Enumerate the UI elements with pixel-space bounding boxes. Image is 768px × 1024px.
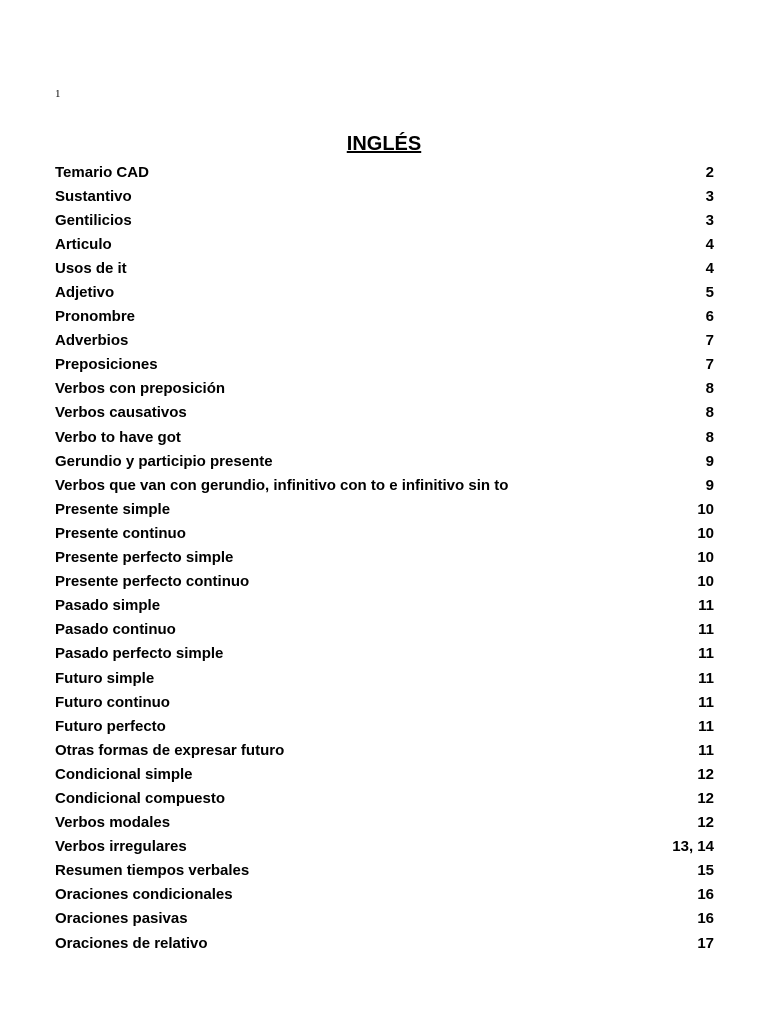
toc-entry (55, 329, 714, 353)
toc-entry-page: 9 (705, 452, 714, 470)
toc-entry-label: Temario CAD (55, 163, 149, 181)
toc-entry-page: 10 (697, 524, 714, 542)
toc-entry-page: 12 (697, 789, 714, 807)
toc-entry (55, 570, 714, 594)
toc-entry (55, 690, 714, 714)
toc-entry-label: Futuro perfecto (55, 717, 166, 735)
toc-entry (55, 425, 714, 449)
toc-entry (55, 835, 714, 859)
toc-entry (55, 594, 714, 618)
toc-entry-page: 11 (698, 693, 714, 711)
toc-entry (55, 401, 714, 425)
toc-entry (55, 666, 714, 690)
toc-entry-label: Gentilicios (55, 211, 132, 229)
toc-entry-page: 5 (705, 284, 714, 302)
toc-entry (55, 762, 714, 786)
toc-entry-page: 10 (697, 549, 714, 567)
toc-entry-page: 15 (697, 862, 714, 880)
toc-entry-label: Presente simple (55, 500, 171, 518)
toc-entry (55, 714, 714, 738)
toc-entry (55, 232, 714, 256)
toc-entry (55, 642, 714, 666)
toc-entry (55, 305, 714, 329)
toc-entry-label: Condicional simple (55, 765, 193, 783)
toc-entry-page: 11 (698, 669, 714, 687)
toc-entry-label: Futuro simple (55, 669, 155, 687)
toc-entry-label: Preposiciones (55, 356, 158, 374)
toc-entry-page: 7 (705, 356, 714, 374)
toc-entry (55, 738, 714, 762)
toc-entry (55, 907, 714, 931)
toc-entry-page: 17 (697, 934, 714, 952)
toc-entry-label: Resumen tiempos verbales (55, 862, 250, 880)
toc-entry-page: 4 (705, 235, 714, 253)
toc-entry-page: 7 (705, 332, 714, 350)
toc-entry-page: 3 (705, 187, 714, 205)
toc-entry (55, 473, 714, 497)
toc-entry-label: Verbos que van con gerundio, infinitivo con to e infinitivo sin to (55, 476, 509, 494)
toc-entry-label: Adjetivo (55, 284, 115, 302)
toc-entry-page: 10 (697, 573, 714, 591)
toc-entry (55, 618, 714, 642)
toc-entry-page: 16 (697, 910, 714, 928)
toc-entry-label: Presente perfecto continuo (55, 573, 250, 591)
toc-entry (55, 883, 714, 907)
toc-entry-page: 11 (698, 741, 714, 759)
toc-entry-page: 11 (698, 717, 714, 735)
toc-entry-label: Verbos con preposición (55, 380, 226, 398)
toc-entry-page: 9 (705, 476, 714, 494)
toc-entry-page: 12 (697, 765, 714, 783)
toc-entry-label: Pasado simple (55, 597, 161, 615)
toc-entry (55, 377, 714, 401)
page-number: 1 (55, 88, 61, 100)
toc-entry-page: 16 (697, 886, 714, 904)
toc-entry-label: Futuro continuo (55, 693, 170, 711)
toc-entry (55, 497, 714, 521)
page-title: INGLÉS (346, 133, 422, 155)
toc-entry-label: Pasado continuo (55, 621, 176, 639)
toc-entry (55, 931, 714, 955)
toc-entry (55, 859, 714, 883)
toc-entry-label: Pasado perfecto simple (55, 645, 224, 663)
toc-entry-page: 8 (705, 380, 714, 398)
toc-entry (55, 208, 714, 232)
toc-entry (55, 160, 714, 184)
toc-entry-page: 3 (705, 211, 714, 229)
table-of-contents (55, 160, 714, 955)
toc-entry-page: 12 (697, 814, 714, 832)
toc-entry-label: Oraciones condicionales (55, 886, 233, 904)
toc-entry (55, 256, 714, 280)
toc-entry-page: 11 (698, 621, 714, 639)
toc-entry-label: Otras formas de expresar futuro (55, 741, 285, 759)
toc-entry (55, 184, 714, 208)
toc-entry-page: 13, 14 (672, 838, 714, 856)
toc-entry-page: 6 (705, 308, 714, 326)
toc-entry-page: 2 (705, 163, 714, 181)
toc-entry-label: Usos de it (55, 259, 127, 277)
toc-entry-label: Presente continuo (55, 524, 186, 542)
toc-entry-label: Presente perfecto simple (55, 549, 234, 567)
toc-entry (55, 449, 714, 473)
toc-entry-label: Verbos causativos (55, 404, 187, 422)
toc-entry-label: Articulo (55, 235, 112, 253)
toc-entry-label: Verbos irregulares (55, 838, 187, 856)
toc-entry-label: Gerundio y participio presente (55, 452, 273, 470)
toc-entry-page: 11 (698, 645, 714, 663)
toc-entry-page: 8 (705, 404, 714, 422)
toc-entry (55, 786, 714, 810)
toc-entry-label: Sustantivo (55, 187, 132, 205)
toc-entry-label: Adverbios (55, 332, 129, 350)
toc-entry-label: Condicional compuesto (55, 789, 226, 807)
toc-entry-page: 11 (698, 597, 714, 615)
toc-entry-label: Verbos modales (55, 814, 171, 832)
toc-entry-label: Verbo to have got (55, 428, 181, 446)
toc-entry-page: 8 (705, 428, 714, 446)
toc-entry-page: 10 (697, 500, 714, 518)
toc-entry-page: 4 (705, 259, 714, 277)
toc-entry (55, 353, 714, 377)
toc-entry-label: Oraciones pasivas (55, 910, 188, 928)
toc-entry-label: Oraciones de relativo (55, 934, 208, 952)
toc-entry (55, 280, 714, 304)
toc-entry (55, 811, 714, 835)
toc-entry (55, 521, 714, 545)
toc-entry (55, 546, 714, 570)
toc-entry-label: Pronombre (55, 308, 136, 326)
